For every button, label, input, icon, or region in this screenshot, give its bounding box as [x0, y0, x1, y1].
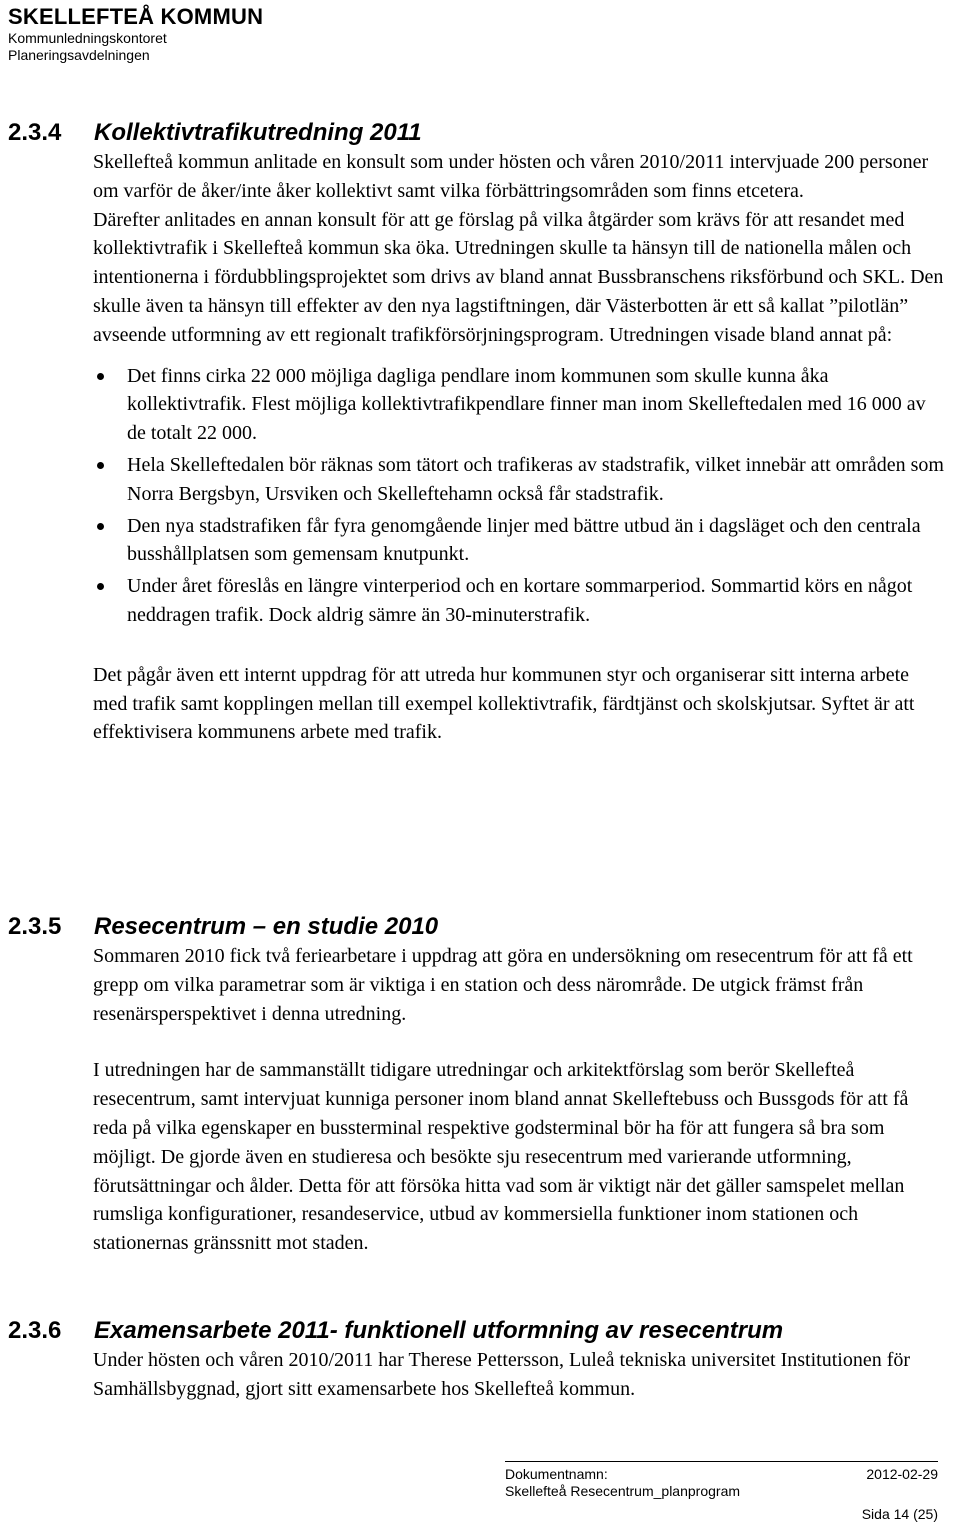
- section-body: [93, 148, 946, 747]
- document-name: Skellefteå Resecentrum_planprogram: [505, 1483, 741, 1499]
- paragraph: Därefter anlitades en annan konsult för att ge förslag på vilka åtgärder som krävs för att resandet med kollektivtrafik i Skellefteå kommun ska öka. Utredningen skulle ta hänsyn till de nationella målen och intentionerna i fördubblingsprojektet som drivs av bland annat Bussbranschens riksförbund och SKL. Den skulle även ta hänsyn till effekter av den nya lagstiftningen, där Västerbotten är ett så kallat ”pilotlän” avseende utformning av ett regionalt trafikförsörjningsprogram. Utredningen visade bland annat på:: [93, 208, 944, 346]
- bullet-list: [93, 362, 946, 630]
- bullet-icon: [97, 583, 104, 590]
- list-item-text: Under året föreslås en längre vinterperiod och en kortare sommarperiod. Sommartid körs en något neddragen trafik. Dock aldrig sämre än 30-minuterstrafik.: [127, 575, 913, 626]
- footer-divider: [505, 1461, 938, 1462]
- section-heading: [8, 1316, 952, 1346]
- list-item-text: Den nya stadstrafiken får fyra genomgående linjer med bättre utbud än i dagsläget och den centrala busshållplatsen som gemensam knutpunkt.: [127, 514, 921, 566]
- section-body: [93, 1346, 946, 1404]
- office-name: Kommunledningskontoret: [8, 30, 167, 46]
- paragraph: Det pågår även ett internt uppdrag för att utreda hur kommunen styr och organiserar sitt interna arbete med trafik samt kopplingen mellan till exempel kollektivtrafik, färdtjänst och skolskjutsar. Syftet är att effektivisera kommunens arbete med trafik.: [93, 663, 915, 744]
- bullet-icon: [97, 523, 104, 530]
- paragraph: Under hösten och våren 2010/2011 har Therese Pettersson, Luleå tekniska universitet Institutionen för Samhällsbyggnad, gjort sitt examensarbete hos Skellefteå kommun.: [93, 1349, 911, 1400]
- section-title: Kollektivtrafikutredning 2011: [94, 119, 422, 146]
- paragraph: Skellefteå kommun anlitade en konsult som under hösten och våren 2010/2011 intervjuade 200 personer om varför de åker/inte åker kollektivt samt vilka förbättringsområden som finns etcetera.: [93, 151, 929, 202]
- section-body: [93, 942, 946, 1258]
- bullet-icon: [97, 462, 104, 469]
- organization-name: SKELLEFTEÅ KOMMUN: [8, 4, 264, 29]
- section-heading: [8, 118, 952, 148]
- document-name-label: Dokumentnamn:: [505, 1466, 608, 1482]
- section-title: Examensarbete 2011- funktionell utformning av resecentrum: [94, 1317, 784, 1344]
- department-name: Planeringsavdelningen: [8, 47, 150, 63]
- document-date: 2012-02-29: [866, 1466, 938, 1482]
- list-item: [93, 362, 946, 448]
- document-header: [8, 4, 263, 64]
- section-heading: [8, 912, 952, 942]
- section-2-3-6: [8, 1316, 952, 1404]
- list-item: [93, 572, 946, 630]
- paragraph: I utredningen har de sammanställt tidigare utredningar och arkitektförslag som berör Skellefteå resecentrum, samt intervjuat kunniga personer inom bland annat Skelleftebuss och Bussgods för att få reda på vilka egenskaper en bussterminal respektive godsterminal bör ha för att fungera så bra som möjligt. De gjorde även en studieresa och besökte sju resecentrum med varierande utformning, förutsättningar och ålder. Detta för att försöka hitta vad som är viktigt när det gäller samspelet mellan rumsliga konfigurationer, resandeservice, utbud av kommersiella funktioner inom stationen och stationernas gränssnitt mot staden.: [93, 1059, 909, 1255]
- document-footer: [505, 1466, 938, 1522]
- list-item: [93, 512, 946, 570]
- paragraph: Sommaren 2010 fick två feriearbetare i uppdrag att göra en undersökning om resecentrum för att få ett grepp om vilka parametrar som är viktiga i en station och dess närområde. De utgick främst från resenärsperspektivet i denna utredning.: [93, 945, 913, 1025]
- bullet-icon: [97, 373, 104, 380]
- list-item-text: Hela Skelleftedalen bör räknas som tätort och trafikeras av stadstrafik, vilket innebär att områden som Norra Bergsbyn, Ursviken och Skelleftehamn också får stadstrafik.: [127, 453, 944, 505]
- section-number: 2.3.4: [8, 119, 62, 146]
- list-item-text: Det finns cirka 22 000 möjliga dagliga pendlare inom kommunen som skulle kunna åka kollektivtrafik. Flest möjliga kollektivtrafikpendlare finner man inom Skelleftedalen med 16 000 av de totalt 22 000.: [127, 364, 926, 445]
- section-title: Resecentrum – en studie 2010: [94, 913, 439, 940]
- section-number: 2.3.6: [8, 1317, 62, 1344]
- page-number: Sida 14 (25): [861, 1506, 938, 1522]
- section-2-3-4: [8, 118, 952, 747]
- list-item: [93, 451, 946, 509]
- section-number: 2.3.5: [8, 913, 62, 940]
- section-2-3-5: [8, 912, 952, 1258]
